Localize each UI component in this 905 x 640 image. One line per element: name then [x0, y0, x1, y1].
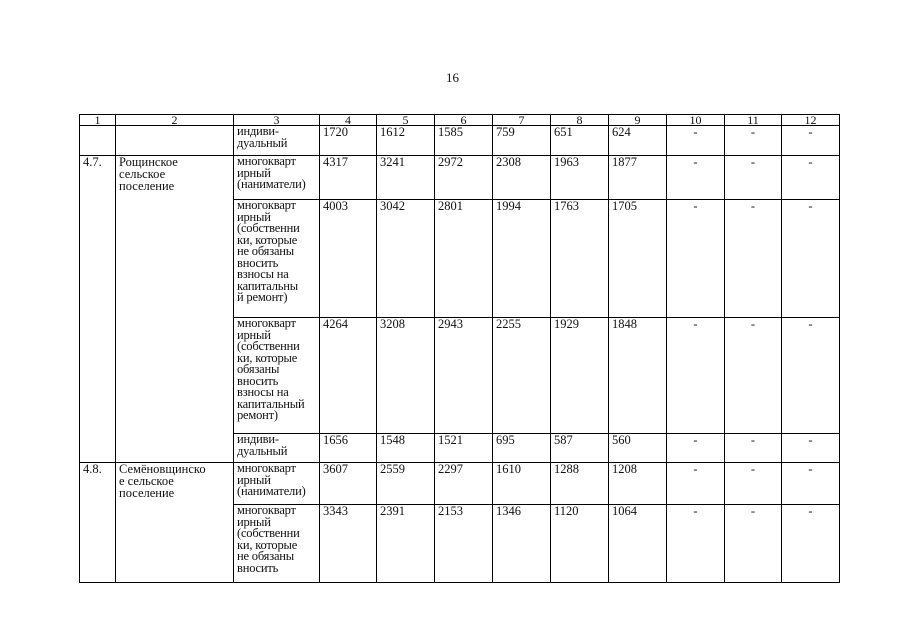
dash-cell: - — [725, 156, 782, 200]
value-cell: 3607 — [320, 463, 377, 505]
dash-cell: - — [782, 463, 840, 505]
value-cell: 651 — [551, 126, 609, 156]
value-cell: 1120 — [551, 505, 609, 583]
value-cell: 3343 — [320, 505, 377, 583]
dash-cell: - — [725, 126, 782, 156]
column-header: 7 — [493, 115, 551, 126]
dash-cell: - — [782, 156, 840, 200]
column-header: 6 — [435, 115, 493, 126]
value-cell: 1848 — [609, 318, 667, 434]
value-cell: 2297 — [435, 463, 493, 505]
table-row — [80, 156, 840, 200]
column-header: 4 — [320, 115, 377, 126]
housing-type: многокварт ирный (собственни ки, которые не обязаны вносить взносы на капитальны й ремонт) — [234, 200, 320, 318]
value-cell: 2943 — [435, 318, 493, 434]
column-header: 2 — [116, 115, 234, 126]
value-cell: 2153 — [435, 505, 493, 583]
value-cell: 1877 — [609, 156, 667, 200]
column-header: 3 — [234, 115, 320, 126]
value-cell: 1064 — [609, 505, 667, 583]
value-cell: 1548 — [377, 434, 435, 463]
dash-cell: - — [725, 463, 782, 505]
row-index: 4.7. — [80, 156, 116, 463]
table-row — [80, 463, 840, 505]
column-header: 8 — [551, 115, 609, 126]
dash-cell: - — [782, 200, 840, 318]
value-cell: 1288 — [551, 463, 609, 505]
dash-cell: - — [667, 156, 725, 200]
value-cell: 1763 — [551, 200, 609, 318]
value-cell: 1585 — [435, 126, 493, 156]
dash-cell: - — [725, 505, 782, 583]
row-index: 4.8. — [80, 463, 116, 583]
value-cell: 3241 — [377, 156, 435, 200]
value-cell: 3042 — [377, 200, 435, 318]
value-cell: 2308 — [493, 156, 551, 200]
column-header: 12 — [782, 115, 840, 126]
value-cell: 2559 — [377, 463, 435, 505]
settlement-name: Семёновщинско е сельское поселение — [116, 463, 234, 583]
tariff-table — [79, 114, 840, 583]
value-cell: 3208 — [377, 318, 435, 434]
value-cell: 1963 — [551, 156, 609, 200]
dash-cell: - — [782, 434, 840, 463]
value-cell: 4003 — [320, 200, 377, 318]
housing-type: многокварт ирный (наниматели) — [234, 463, 320, 505]
dash-cell: - — [782, 126, 840, 156]
settlement-name: Рощинское сельское поселение — [116, 156, 234, 463]
page-number: 16 — [446, 70, 459, 85]
dash-cell: - — [667, 126, 725, 156]
dash-cell: - — [725, 434, 782, 463]
column-header: 9 — [609, 115, 667, 126]
housing-type: многокварт ирный (наниматели) — [234, 156, 320, 200]
value-cell: 695 — [493, 434, 551, 463]
value-cell: 1705 — [609, 200, 667, 318]
value-cell: 1994 — [493, 200, 551, 318]
column-header: 1 — [80, 115, 116, 126]
value-cell: 2972 — [435, 156, 493, 200]
value-cell: 2255 — [493, 318, 551, 434]
value-cell: 1346 — [493, 505, 551, 583]
value-cell: 2391 — [377, 505, 435, 583]
column-header: 10 — [667, 115, 725, 126]
value-cell: 1929 — [551, 318, 609, 434]
value-cell: 1521 — [435, 434, 493, 463]
dash-cell: - — [725, 318, 782, 434]
value-cell: 4264 — [320, 318, 377, 434]
value-cell: 2801 — [435, 200, 493, 318]
dash-cell: - — [782, 318, 840, 434]
header-row — [80, 115, 840, 126]
value-cell: 1720 — [320, 126, 377, 156]
dash-cell: - — [667, 434, 725, 463]
housing-type: многокварт ирный (собственни ки, которые не обязаны вносить — [234, 505, 320, 583]
column-header: 5 — [377, 115, 435, 126]
value-cell: 587 — [551, 434, 609, 463]
dash-cell: - — [667, 463, 725, 505]
table-row — [80, 126, 840, 156]
dash-cell: - — [667, 318, 725, 434]
housing-type: индиви- дуальный — [234, 126, 320, 156]
value-cell: 4317 — [320, 156, 377, 200]
dash-cell: - — [667, 505, 725, 583]
value-cell: 1656 — [320, 434, 377, 463]
housing-type: индиви- дуальный — [234, 434, 320, 463]
dash-cell: - — [667, 200, 725, 318]
value-cell: 624 — [609, 126, 667, 156]
value-cell: 560 — [609, 434, 667, 463]
value-cell: 759 — [493, 126, 551, 156]
column-header: 11 — [725, 115, 782, 126]
value-cell: 1610 — [493, 463, 551, 505]
housing-type: многокварт ирный (собственни ки, которые обязаны вносить взносы на капитальный ремонт) — [234, 318, 320, 434]
value-cell: 1612 — [377, 126, 435, 156]
dash-cell: - — [725, 200, 782, 318]
value-cell: 1208 — [609, 463, 667, 505]
settlement-name — [116, 126, 234, 156]
row-index — [80, 126, 116, 156]
dash-cell: - — [782, 505, 840, 583]
